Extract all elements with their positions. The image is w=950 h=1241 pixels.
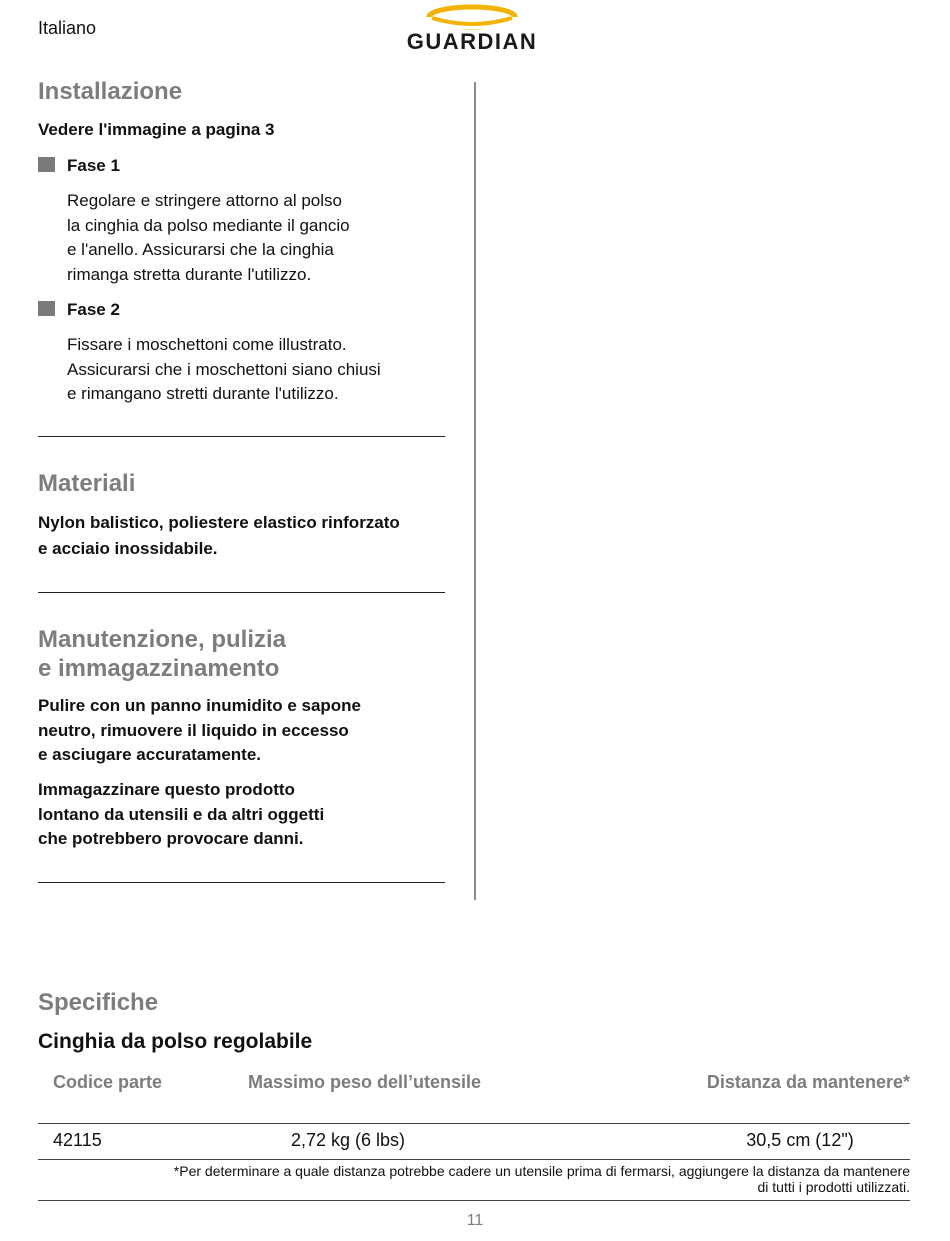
step-2-heading xyxy=(38,297,120,322)
manutenzione-line: lontano da utensili e da altri oggetti xyxy=(38,804,325,824)
step-1-line: Regolare e stringere attorno al polso xyxy=(67,191,342,210)
table-header-part-code: Codice parte xyxy=(53,1072,163,1092)
step-2-line: Assicurarsi che i moschettoni siano chiusi xyxy=(67,359,381,379)
installazione-intro: Vedere l'immagine a pagina 3 xyxy=(38,120,275,139)
manutenzione-line: Pulire con un panno inumidito e sapone xyxy=(38,696,362,715)
step-1-label: Fase 1 xyxy=(67,156,120,175)
table-rule xyxy=(38,1123,910,1124)
table-header-max-weight: Massimo peso dell’utensile xyxy=(248,1072,482,1092)
table-cell-max-weight: 2,72 kg (6 lbs) xyxy=(290,1130,406,1150)
step-1-heading xyxy=(38,153,120,178)
manutenzione-para-1 xyxy=(38,694,445,768)
page-number: 11 xyxy=(466,1212,484,1229)
table-rule xyxy=(38,1200,910,1201)
manutenzione-title xyxy=(38,625,445,683)
step-2-text xyxy=(67,333,447,407)
step-1-line: rimanga stretta durante l'utilizzo. xyxy=(67,264,312,284)
section-divider xyxy=(38,592,445,593)
square-bullet-icon xyxy=(38,301,55,316)
section-divider xyxy=(38,882,445,883)
step-2-label: Fase 2 xyxy=(67,300,120,319)
section-divider xyxy=(38,436,445,437)
table-cell-distance: 30,5 cm (12") xyxy=(746,1130,854,1150)
step-1-line: e l'anello. Assicurarsi che la cinghia xyxy=(67,240,334,259)
specifiche-subtitle: Cinghia da polso regolabile xyxy=(38,1030,313,1053)
step-1-text xyxy=(67,189,447,287)
step-1-line: la cinghia da polso mediante il gancio xyxy=(67,215,350,235)
specifiche-title: Specifiche xyxy=(38,989,159,1016)
table-header-distance: Distanza da mantenere* xyxy=(706,1072,910,1092)
footnote-line: di tutti i prodotti utilizzati. xyxy=(757,1179,910,1195)
manutenzione-line: e asciugare accuratamente. xyxy=(38,745,262,764)
materiali-line: Nylon balistico, poliestere elastico rinforzato xyxy=(38,513,400,532)
logo-text: GUARDIAN xyxy=(406,29,538,54)
step-2-line: e rimangano stretti durante l'utilizzo. xyxy=(67,384,339,403)
materiali-line: e acciaio inossidabile. xyxy=(38,539,218,558)
language-label: Italiano xyxy=(38,18,97,38)
manutenzione-title-line: Manutenzione, pulizia xyxy=(38,626,287,653)
manutenzione-line: neutro, rimuovere il liquido in eccesso xyxy=(38,720,349,740)
footnote-line: *Per determinare a quale distanza potrebbe cadere un utensile prima di fermarsi, aggiungere la distanza da mantenere xyxy=(173,1163,910,1179)
manutenzione-para-2 xyxy=(38,778,445,852)
square-bullet-icon xyxy=(38,157,55,172)
table-cell-part-code: 42115 xyxy=(53,1130,102,1150)
column-divider xyxy=(474,82,476,900)
materiali-title: Materiali xyxy=(38,470,136,497)
manutenzione-title-line: e immagazzinamento xyxy=(38,655,280,682)
manutenzione-line: che potrebbero provocare danni. xyxy=(38,829,304,848)
materiali-text xyxy=(38,510,445,562)
table-footnote xyxy=(80,1163,910,1195)
step-2-line: Fissare i moschettoni come illustrato. xyxy=(67,335,347,354)
manutenzione-line: Immagazzinare questo prodotto xyxy=(38,780,295,799)
installazione-title: Installazione xyxy=(38,78,183,105)
table-rule xyxy=(38,1159,910,1160)
guardian-logo xyxy=(386,4,558,54)
